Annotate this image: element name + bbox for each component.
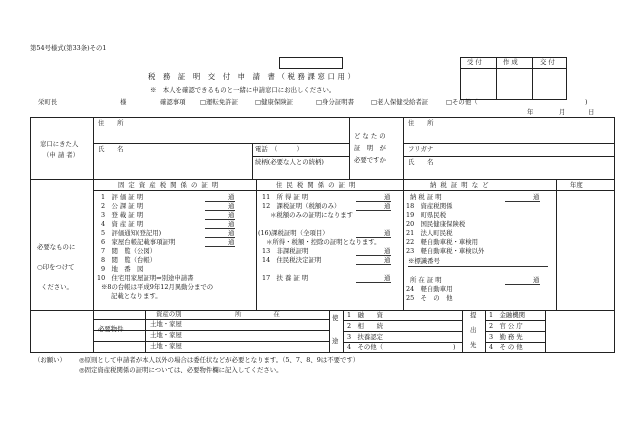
header-resident: 住 民 税 関 係 の 証 明 [276, 181, 357, 189]
purpose-label-bottom: 途 [332, 337, 339, 345]
tax-plate-number-label: ※標識番号 [408, 257, 440, 265]
verify-other[interactable]: □その他（ [446, 98, 478, 106]
property-note: ※8の台帳は平成9年12月異動分までの [101, 283, 214, 291]
instruction-1: 必要なものに [37, 243, 76, 251]
subject-address-label: 住 所 [408, 119, 434, 127]
submit-label-top: 提 [470, 311, 477, 319]
property-item-unit: 通 [228, 211, 235, 219]
resident-note: ＊所得・税額・控除の証明となります。 [266, 238, 381, 246]
applicant-name-label: 氏 名 [98, 145, 124, 153]
resident-item-unit: 通 [384, 256, 391, 264]
resident-item-unit: 通 [384, 202, 391, 210]
tax-item[interactable]: 21 法人町民税 [406, 229, 453, 237]
tax-item[interactable]: 22 軽自動車税・車検用 [406, 238, 479, 246]
property-item[interactable]: 5 評価通知(登記用) [101, 229, 162, 237]
resident-item[interactable]: 11 所 得 証 明 [262, 193, 309, 201]
resident-item[interactable]: (16)課税証明（全項目） [258, 229, 329, 237]
resident-item-unit: 通 [384, 274, 391, 282]
applicant-label-2: （申 請 者） [43, 151, 80, 159]
resident-item[interactable]: 14 住民税決定証明 [262, 256, 322, 264]
verification-label: 確認事項 [160, 98, 186, 106]
resident-item-unit: 通 [384, 229, 391, 237]
verify-health-insurance[interactable]: □健康保険証 [255, 98, 293, 106]
stamp-issued: 交 付 [540, 58, 555, 66]
property-item-unit: 通 [228, 238, 235, 246]
purpose-option-other[interactable]: 4 その他（ [347, 343, 384, 351]
resident-item[interactable]: 12 課税証明（税額のみ） [262, 202, 341, 210]
header-property: 固 定 資 産 税 関 係 の 証 明 [118, 181, 220, 189]
required-property-row[interactable]: 土地・家屋 [150, 331, 182, 339]
resident-item[interactable]: 13 非課税証明 [262, 247, 309, 255]
resident-item-unit: 通 [384, 193, 391, 201]
verify-id-card[interactable]: □身分証明書 [316, 98, 354, 106]
submit-option-employer[interactable]: 3 勤 務 先 [489, 333, 523, 341]
subject-question-1: ど な た の [354, 132, 386, 140]
instruction-3: ください。 [41, 283, 73, 291]
property-item-unit: 通 [228, 202, 235, 210]
tax-item[interactable]: 18 資産税関係 [406, 202, 453, 210]
verify-other-close: ) [585, 98, 588, 106]
required-property-col-type: 資産の別 [156, 310, 182, 318]
notes-line-2: ◎固定資産税関係の証明については、必要物件欄に記入してください。 [79, 366, 283, 374]
tax-item[interactable]: 23 軽自動車税・車検以外 [406, 247, 485, 255]
reception-number-box[interactable] [279, 57, 343, 69]
subject-question-2: 証 明 が [354, 144, 386, 152]
property-item[interactable]: 8 閲 覧（台帳） [101, 256, 157, 264]
subject-furigana-label: フリガナ [408, 145, 434, 153]
required-property-label: 必要物件 [98, 325, 124, 333]
id-notice: ※ 本人を確認できるものと一緒に申請窓口にお出しください。 [150, 86, 336, 94]
property-item[interactable]: 4 資 産 証 明 [101, 220, 144, 228]
purpose-label-top: 使 [332, 314, 339, 322]
stamp-created: 作 成 [503, 58, 518, 66]
tax-item[interactable]: 所 在 証 明 [410, 276, 442, 284]
property-item[interactable]: 10 住宅用家屋証明⇒別途申請書 [97, 274, 194, 282]
submit-label-bottom: 先 [470, 341, 477, 349]
applicant-label-1: 窓口にきた人 [40, 140, 79, 148]
resident-item-unit: 通 [384, 247, 391, 255]
purpose-option-dependent[interactable]: 3 扶養認定 [347, 333, 384, 341]
submit-option-government[interactable]: 2 官 公 庁 [489, 322, 523, 330]
subject-name-label: 氏 名 [408, 158, 434, 166]
submit-label-mid: 出 [470, 326, 477, 334]
property-item[interactable]: 3 登 載 証 明 [101, 211, 144, 219]
notes-line-1: ◎原則として申請者が本人以外の場合は委任状などが必要となります。（5、7、8、9は不要です） [79, 356, 360, 364]
submit-option-other[interactable]: 4 そ の 他 [489, 343, 523, 351]
form-title: 税 務 証 明 交 付 申 請 書（税務課窓口用） [148, 72, 358, 81]
instruction-2: ○印をつけて [37, 263, 75, 271]
date-day: 日 [588, 108, 595, 116]
applicant-phone-label: 電話 （ ） [255, 145, 303, 153]
property-item[interactable]: 7 閲 覧（公図） [101, 247, 157, 255]
tax-item-unit: 通 [533, 276, 540, 284]
tax-item[interactable]: 25 そ の 他 [406, 294, 453, 302]
submit-option-bank[interactable]: 1 金融機関 [489, 311, 526, 319]
header-tax-payment: 納 税 証 明 な ど [430, 181, 490, 189]
property-item-unit: 通 [228, 229, 235, 237]
property-item[interactable]: 9 地 番 図 [101, 265, 144, 273]
purpose-option-loan[interactable]: 1 融 資 [347, 311, 384, 319]
date-year: 年 [527, 108, 534, 116]
date-month: 月 [559, 108, 566, 116]
tax-item-unit: 通 [533, 193, 540, 201]
required-property-col-location: 所 在 [235, 310, 280, 318]
tax-item[interactable]: 納 税 証 明 [410, 193, 442, 201]
verify-drivers-license[interactable]: □運転免許証 [200, 98, 238, 106]
required-property-row[interactable]: 土地・家屋 [150, 342, 182, 350]
property-note: 記載となります。 [111, 292, 162, 300]
verify-elderly-card[interactable]: □老人保健受給者証 [371, 98, 429, 106]
applicant-relation-label: 続柄(必要な人との続柄) [255, 158, 324, 166]
subject-question-3: 必要ですか [354, 156, 386, 164]
tax-item[interactable]: 20 国民健康保険税 [406, 220, 466, 228]
property-item-unit: 通 [228, 220, 235, 228]
purpose-other-close: ) [453, 343, 456, 351]
addressee-honorific: 様 [120, 98, 127, 106]
tax-item[interactable]: 24 軽自動車用 [406, 285, 453, 293]
property-item-unit: 通 [228, 193, 235, 201]
applicant-address-label: 住 所 [98, 119, 124, 127]
resident-note: ＊税額のみの証明になります [270, 211, 354, 219]
purpose-option-inheritance[interactable]: 2 相 続 [347, 322, 384, 330]
addressee-mayor: 栄町長 [38, 98, 58, 106]
property-item[interactable]: 6 家屋台帳記載事項証明 [101, 238, 176, 246]
required-property-row[interactable]: 土地・家屋 [150, 320, 182, 328]
notes-prefix: （お願い） [34, 356, 66, 364]
property-item[interactable]: 1 評 価 証 明 [101, 193, 144, 201]
stamp-received: 受 付 [467, 58, 482, 66]
form-number: 第54号様式(第33条)その1 [30, 44, 107, 52]
header-year: 年度 [570, 181, 583, 189]
tax-item[interactable]: 19 町県民税 [406, 211, 447, 219]
resident-item[interactable]: 17 扶 養 証 明 [262, 274, 309, 282]
property-item[interactable]: 2 公 課 証 明 [101, 202, 144, 210]
